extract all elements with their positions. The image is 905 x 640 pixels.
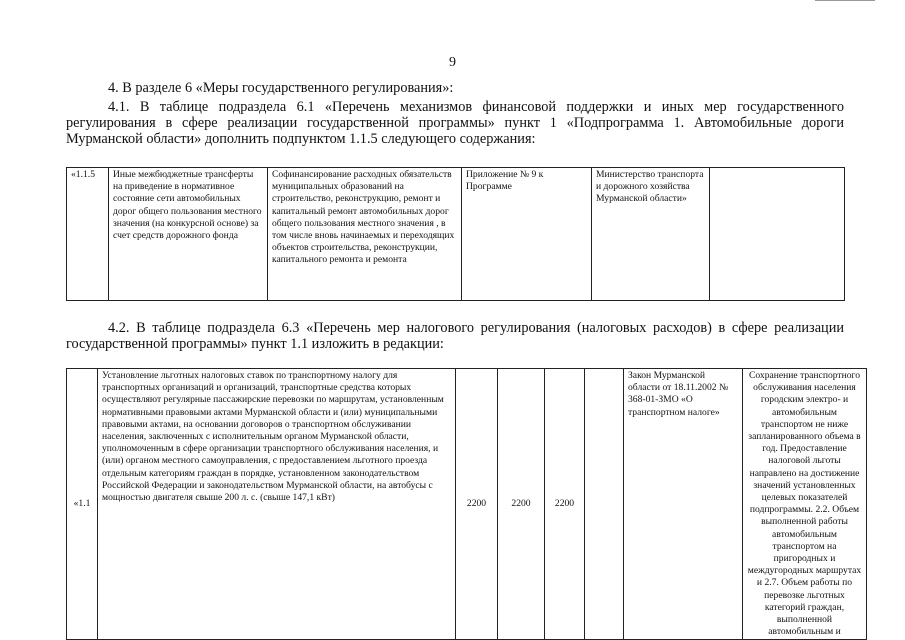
- scan-edge-mark: [815, 0, 875, 4]
- legal-basis: Закон Мурманской области от 18.11.2002 № 368-01-ЗМО «О транспортном налоге»: [624, 369, 743, 640]
- table-row: [67, 168, 845, 301]
- table-tax-regulation: [66, 368, 867, 640]
- empty-cell: [710, 168, 845, 301]
- normative-reference: Приложение № 9 к Программе: [462, 168, 592, 301]
- row-number: «1.1: [67, 369, 98, 640]
- paragraph-4-2: 4.2. В таблице подраздела 6.3 «Перечень мер налогового регулирования (налоговых расходов) в сфере реализации государственной программы» пункт 1.1 изложить в редакции:: [66, 320, 844, 352]
- table-financial-support: [66, 167, 845, 301]
- paragraph-4-1: 4.1. В таблице подраздела 6.1 «Перечень механизмов финансовой поддержки и иных мер государственного регулирования в сфере реализации государственной программы» пункт 1 «Подпрограмма 1. Автомобильные дороги Мурманской области» дополнить подпунктом 1.1.5 следующего содержания:: [66, 99, 844, 147]
- row-number: «1.1.5: [67, 168, 109, 301]
- responsible-executor: Министерство транспорта и дорожного хозяйства Мурманской области»: [592, 168, 710, 301]
- value-year-3: 2200: [545, 369, 585, 640]
- measure-description: Софинансирование расходных обязательств муниципальных образований на строительство, реконструкцию, ремонт и капитальный ремонт автомобильных дорог общего пользования местного значения , в том числе вновь начинаемых и переходящих объектов строительства, реконструкции, капитального ремонта и ремонта: [268, 168, 462, 301]
- page-number: 9: [449, 55, 456, 70]
- empty-cell: [585, 369, 624, 640]
- value-year-1: 2200: [456, 369, 498, 640]
- measure-goal: Сохранение транспортного обслуживания населения городским электро- и автомобильным транспортом не ниже запланированного объема в год. Предоставление налоговой льготы направлено на достижение значений установленных целевых показателей подпрограммы. 2.2. Объем выполненной работы автомобильным транспортом на пригородных и междугородных маршрутах и 2.7. Объем работы по перевозке льготных категорий граждан, выполненной автомобильным и: [743, 369, 867, 640]
- tax-measure-description: Установление льготных налоговых ставок по транспортному налогу для транспортных организаций и организаций, транспортные средства которых осуществляют регулярные пассажирские перевозки по маршрутам, установленным нормативными правовыми актами Мурманской области и (или) муниципальными правовыми актами, на основании договоров о транспортном обслуживании населения, заключенных с исполнительным органом Мурманской области, уполномоченным в сфере организации транспортного обслуживания населения, и (или) органом местного самоуправления, с предоставлением льготного проезда отдельным категориям граждан в порядке, установленном законодательством Российской Федерации и законодательством Мурманской области, на автобусы с мощностью двигателя свыше 200 л. с. (свыше 147,1 кВт): [98, 369, 456, 640]
- table-row: [67, 369, 867, 640]
- section-4-heading: 4. В разделе 6 «Меры государственного регулирования»:: [108, 80, 454, 96]
- value-year-2: 2200: [498, 369, 545, 640]
- measure-name: Иные межбюджетные трансферты на приведение в нормативное состояние сети автомобильных дорог общего пользования местного значения (на конкурсной основе) за счет средств дорожного фонда: [109, 168, 268, 301]
